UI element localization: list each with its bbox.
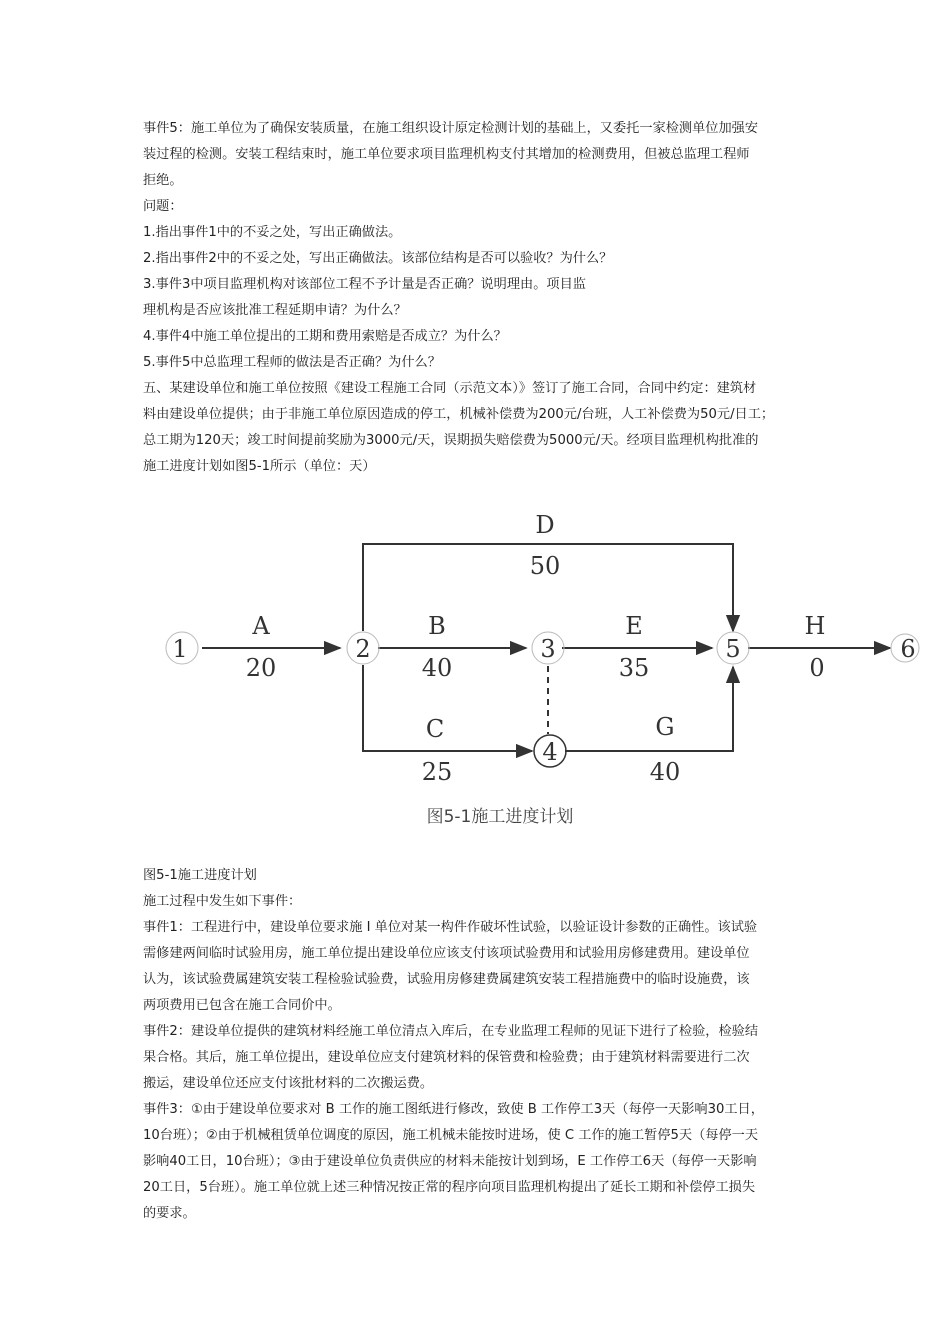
text-line: 事件2：建设单位提供的建筑材料经施工单位清点入库后，在专业监理工程师的见证下进行了检验，检验结 xyxy=(143,1024,759,1039)
activity-name-g: G xyxy=(655,713,675,741)
activity-name-a: A xyxy=(252,612,270,640)
bottom-text-block xyxy=(143,863,811,1227)
activity-duration-g: 40 xyxy=(649,758,681,786)
node-label: 5 xyxy=(725,635,741,663)
activity-duration-h: 0 xyxy=(809,654,825,682)
activity-name-d: D xyxy=(535,511,555,539)
text-line: 装过程的检测。安装工程结束时，施工单位要求项目监理机构支付其增加的检测费用，但被总监理工程师 xyxy=(143,147,750,162)
node-label: 4 xyxy=(542,738,558,766)
text-line: 拒绝。 xyxy=(143,173,183,188)
text-line: 理机构是否应该批准工程延期申请？为什么？ xyxy=(143,303,407,318)
text-line: 问题： xyxy=(143,199,183,214)
top-text-block xyxy=(143,116,811,480)
text-line: 事件5：施工单位为了确保安装质量，在施工组织设计原定检测计划的基础上，又委托一家检测单位加强安 xyxy=(143,121,759,136)
text-line: 影响40工日，10台班）；③由于建设单位负责供应的材料未能按计划到场，E 工作停工6天（每停一天影响 xyxy=(143,1154,757,1169)
activity-name-b: B xyxy=(428,612,446,640)
node-label: 2 xyxy=(355,635,371,663)
text-line: 事件3：①由于建设单位要求对 B 工作的施工图纸进行修改，致使 B 工作停工3天（每停一天影响30工日， xyxy=(143,1102,764,1117)
text-line: 的要求。 xyxy=(143,1206,196,1221)
text-line: 认为，该试验费属建筑安装工程检验试验费，试验用房修建费属建筑安装工程措施费中的临时设施费，该 xyxy=(143,972,750,987)
activity-name-c: C xyxy=(425,715,445,743)
text-line: 两项费用已包含在施工合同价中。 xyxy=(143,998,341,1013)
activity-name-e: E xyxy=(625,612,643,640)
node-label: 1 xyxy=(172,635,188,663)
activity-duration-b: 40 xyxy=(421,654,453,682)
text-line: 1.指出事件1中的不妥之处，写出正确做法。 xyxy=(143,225,402,240)
text-line: 20工日，5台班）。施工单位就上述三种情况按正常的程序向项目监理机构提出了延长工期和补偿停工损失 xyxy=(143,1180,756,1195)
activity-duration-e: 35 xyxy=(618,654,650,682)
text-line: 需修建两间临时试验用房，施工单位提出建设单位应该支付该项试验费用和试验用房修建费用。建设单位 xyxy=(143,946,750,961)
text-line: 搬运，建设单位还应支付该批材料的二次搬运费。 xyxy=(143,1076,434,1091)
diagram-caption: 图5-1施工进度计划 xyxy=(426,807,574,827)
text-line: 2.指出事件2中的不妥之处，写出正确做法。该部位结构是否可以验收？为什么？ xyxy=(143,251,613,266)
activity-duration-c: 25 xyxy=(421,758,453,786)
text-line: 五、某建设单位和施工单位按照《建设工程施工合同（示范文本）》签订了施工合同，合同中约定：建筑材 xyxy=(143,381,757,396)
text-line: 总工期为120天；竣工时间提前奖励为3000元/天，误期损失赔偿费为5000元/天。经项目监理机构批准的 xyxy=(143,433,759,448)
text-line: 果合格。其后，施工单位提出，建设单位应支付建筑材料的保管费和检验费；由于建筑材料需要进行二次 xyxy=(143,1050,750,1065)
node-label: 3 xyxy=(540,635,556,663)
text-line: 事件1：工程进行中，建设单位要求施 I 单位对某一构件作破坏性试验，以验证设计参数的正确性。该试验 xyxy=(143,920,758,935)
text-line: 10台班）；②由于机械租赁单位调度的原因，施工机械未能按时进场，使 C 工作的施工暂停5天（每停一天 xyxy=(143,1128,759,1143)
text-line: 施工进度计划如图5-1所示（单位：天） xyxy=(143,459,376,474)
figure-caption: 图5-1施工进度计划 xyxy=(143,868,257,883)
text-line: 4.事件4中施工单位提出的工期和费用索赔是否成立？为什么？ xyxy=(143,329,507,344)
text-line: 施工过程中发生如下事件： xyxy=(143,894,302,909)
activity-name-h: H xyxy=(804,612,826,640)
text-line: 5.事件5中总监理工程师的做法是否正确？为什么？ xyxy=(143,355,441,370)
activity-duration-d: 50 xyxy=(529,552,561,580)
network-diagram xyxy=(160,490,920,835)
text-line: 料由建设单位提供；由于非施工单位原因造成的停工，机械补偿费为200元/台班，人工补偿费为50元/日工； xyxy=(143,407,775,422)
node-label: 6 xyxy=(900,635,916,663)
text-line: 3.事件3中项目监理机构对该部位工程不予计量是否正确？说明理由。项目监 xyxy=(143,277,586,292)
activity-duration-a: 20 xyxy=(245,654,277,682)
